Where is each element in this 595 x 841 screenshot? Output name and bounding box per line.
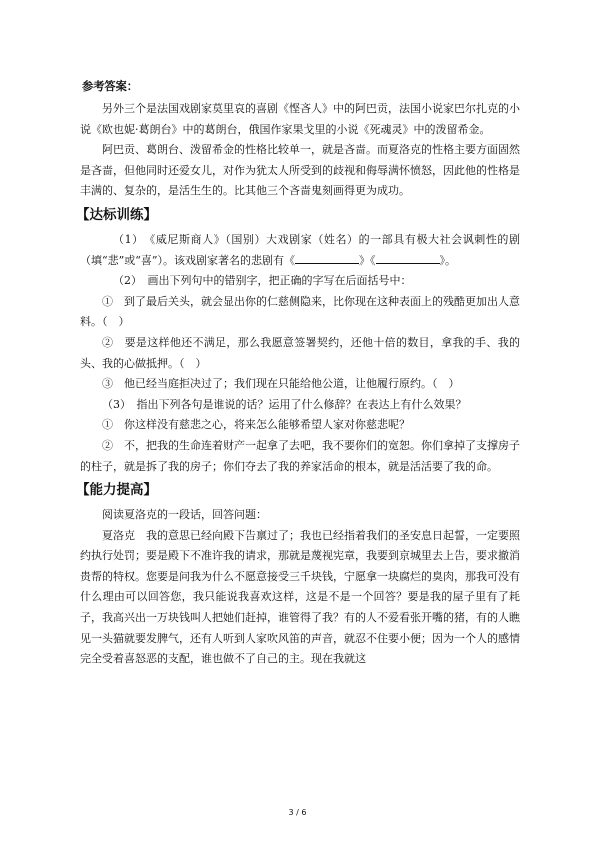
reading-intro: 阅读夏洛克的一段话，回答问题： [102, 508, 267, 522]
reading-passage: 夏洛克 我的意思已经向殿下告禀过了；我也已经指着我们的圣安息日起誓，一定要照约执行处罚；要是殿下不准许我的请求，那就是蔑视宪章，我要到京城里去上告，要求撤消贵帮的特权。您要是问我为什么不愿意接受三千块钱，宁愿拿一块腐烂的臭肉，那我可没有什么理由可以回答您，我只能说我喜欢这样，这是不是一个回答？要是我的屋子里有了耗子，我高兴出一万块钱叫人把她们赶掉，谁管得了我？有的人不爱看张开嘴的猪，有的人瞧见一头猫就要发脾气，还有人听到人家吹风笛的声音，就忍不住要小便；因为一个人的感情完全受着喜怒恶的支配，谁也做不了自己的主。现在我就这 [80, 528, 520, 666]
page-content [76, 78, 520, 670]
question-2-item-3: ③ 他已经当庭拒决过了；我们现在只能给他公道，让他履行原约。（ ） [102, 377, 460, 391]
section-title-standard-training: 【达标训练】 [76, 206, 157, 223]
question-3-item-2: ② 不，把我的生命连着财产一起拿了去吧，我不要你们的宽恕。你们拿掉了支撑房子的柱子，就是拆了我的房子；你们夺去了我的养家活命的根本，就是活活要了我的命。 [80, 438, 520, 473]
question-1-mid: 》《 [359, 253, 376, 267]
question-2-title: （2） 画出下列句中的错别字，把正确的字写在后面括号中： [113, 274, 412, 288]
question-1-text: （1） 《威尼斯商人》（国别）大戏剧家（姓名）的一部具有极大社会讽刺性的剧（填“悲”或“喜”）。该戏剧家著名的悲剧有《 [80, 232, 520, 267]
question-3-title: （3） 指出下列各句是谁说的话？运用了什么修辞？在表达上有什么效果？ [102, 397, 467, 411]
answer-heading: 参考答案： [82, 80, 138, 93]
answer-paragraph-1: 另外三个是法国戏剧家莫里哀的喜剧《悭吝人》中的阿巴贡，法国小说家巴尔扎克的小说《欧也妮·葛朗台》中的葛朗台，俄国作家果戈里的小说《死魂灵》中的泼留希金。 [80, 102, 520, 136]
answer-paragraph-2: 阿巴贡、葛朗台、泼留希金的性格比较单一，就是吝啬。而夏洛克的性格主要方面固然是吝啬，但他同时还爱女儿，对作为犹太人所受到的歧视和侮辱满怀愤怒，因此他的性格是丰满的、复杂的，是活生生的。比其他三个吝啬鬼刻画得更为成功。 [80, 143, 520, 198]
question-1-end: 》。 [439, 253, 456, 267]
question-1 [80, 230, 520, 271]
page-number: 3 / 6 [288, 808, 307, 817]
section-title-ability-improvement: 【能力提高】 [76, 482, 157, 499]
answer-blank-1[interactable] [295, 253, 359, 264]
question-2-item-2: ② 要是这样他还不满足，那么我愿意签署契约，还他十倍的数目，拿我的手、我的头、我的心做抵押。（ ） [80, 335, 520, 370]
question-2-item-1: ① 到了最后关头，就会显出你的仁慈侧隐来，比你现在这种表面上的残酷更加出人意料。（ ） [80, 294, 520, 329]
question-3-item-1: ① 你这样没有慈悲之心，将来怎么能够希望人家对你慈悲呢？ [102, 418, 410, 432]
answer-blank-2[interactable] [376, 253, 440, 264]
